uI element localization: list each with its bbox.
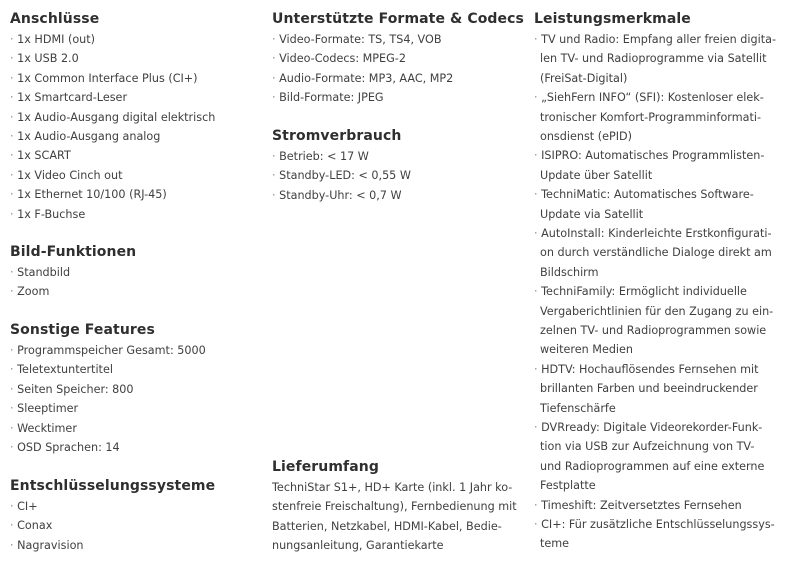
- list-item: · Video-Formate: TS, TS4, VOB: [272, 30, 524, 49]
- list-item: · Standby-Uhr: < 0,7 W: [272, 186, 411, 205]
- text-line: Batterien, Netzkabel, HDMI-Kabel, Bedie-: [272, 519, 502, 533]
- section-title-stromverbrauch: Stromverbrauch: [272, 128, 402, 144]
- list-bild-funktionen: [10, 263, 136, 302]
- list-item: · Standbild: [10, 263, 136, 282]
- list-item: · Teletextuntertitel: [10, 360, 206, 379]
- list-item: · Sleeptimer: [10, 399, 206, 418]
- list-item: · 1x Audio-Ausgang analog: [10, 127, 215, 146]
- list-formate-codecs: [272, 30, 524, 108]
- list-item: · 1x Smartcard-Leser: [10, 88, 215, 107]
- section-title-anschluesse: Anschlüsse: [10, 11, 100, 27]
- list-item: · Programmspeicher Gesamt: 5000: [10, 341, 206, 360]
- list-item: · Seiten Speicher: 800: [10, 380, 206, 399]
- list-item: · Video-Codecs: MPEG-2: [272, 49, 524, 68]
- section-title-leistungsmerkmale: Leistungsmerkmale: [534, 11, 691, 27]
- section-title-lieferumfang: Lieferumfang: [272, 459, 379, 475]
- list-item: · „SiehFern INFO“ (SFI): Kostenloser elek- tronischer Komfort-Programminformati- onsdienst (ePID): [534, 88, 776, 146]
- list-item: · Wecktimer: [10, 419, 206, 438]
- list-item: · 1x SCART: [10, 146, 215, 165]
- list-item: · DVRready: Digitale Videorekorder-Funk- tion via USB zur Aufzeichnung von TV- und Radioprogrammen auf eine externe Festplatte: [534, 418, 776, 496]
- list-item: · Zoom: [10, 282, 136, 301]
- list-anschluesse: [10, 30, 215, 224]
- list-item: · 1x HDMI (out): [10, 30, 215, 49]
- list-entschluesselung: [10, 497, 215, 555]
- list-item: · Bild-Formate: JPEG: [272, 88, 524, 107]
- list-item: · ISIPRO: Automatisches Programmlisten- Update über Satellit: [534, 146, 776, 185]
- list-item: · 1x Audio-Ausgang digital elektrisch: [10, 108, 215, 127]
- list-item: · CI+: [10, 497, 215, 516]
- section-bild-funktionen: [10, 242, 136, 302]
- list-item: · OSD Sprachen: 14: [10, 438, 206, 457]
- list-item: · CI+: Für zusätzliche Entschlüsselungssys- teme: [534, 515, 776, 554]
- list-item: · Audio-Formate: MP3, AAC, MP2: [272, 69, 524, 88]
- text-line: stenfreie Freischaltung), Fernbedienung mit: [272, 500, 517, 514]
- list-item: · 1x USB 2.0: [10, 49, 215, 68]
- section-formate-codecs: [272, 9, 524, 108]
- list-item: · Timeshift: Zeitversetztes Fernsehen: [534, 496, 776, 515]
- section-lieferumfang: [272, 457, 517, 556]
- section-stromverbrauch: [272, 126, 411, 205]
- list-item: · TechniFamily: Ermöglicht individuelle Vergaberichtlinien für den Zugang zu ein- zelnen TV- und Radioprogrammen sowie weiteren Medien: [534, 282, 776, 360]
- list-item: · TechniMatic: Automatisches Software- Update via Satellit: [534, 185, 776, 224]
- section-title-sonstige-features: Sonstige Features: [10, 322, 155, 338]
- list-leistungsmerkmale: [534, 30, 776, 554]
- list-item: · Betrieb: < 17 W: [272, 147, 411, 166]
- section-title-bild-funktionen: Bild-Funktionen: [10, 244, 137, 260]
- section-leistungsmerkmale: [534, 9, 776, 554]
- section-anschluesse: [10, 9, 215, 224]
- list-item: · 1x Ethernet 10/100 (RJ-45): [10, 185, 215, 204]
- section-sonstige-features: [10, 320, 206, 457]
- section-title-entschluesselung: Entschlüsselungssysteme: [10, 478, 216, 494]
- list-item: · 1x Common Interface Plus (CI+): [10, 69, 215, 88]
- list-item: · Standby-LED: < 0,55 W: [272, 166, 411, 185]
- list-item: · Nagravision: [10, 536, 215, 555]
- list-item: · TV und Radio: Empfang aller freien digita- len TV- und Radioprogramme via Satellit (FreiSat-Digital): [534, 30, 776, 88]
- lieferumfang-text: [272, 478, 517, 556]
- list-item: · HDTV: Hochauflösendes Fernsehen mit brillanten Farben und beeindruckender Tiefenschärfe: [534, 360, 776, 418]
- list-stromverbrauch: [272, 147, 411, 205]
- list-item: · Conax: [10, 516, 215, 535]
- text-line: TechniStar S1+, HD+ Karte (inkl. 1 Jahr ko-: [272, 481, 513, 494]
- list-item: · 1x F-Buchse: [10, 205, 215, 224]
- section-entschluesselung: [10, 476, 215, 555]
- text-line: nungsanleitung, Garantiekarte: [272, 539, 444, 553]
- list-item: · 1x Video Cinch out: [10, 166, 215, 185]
- list-item: · AutoInstall: Kinderleichte Erstkonfigurati- on durch verständliche Dialoge direkt am Bildschirm: [534, 224, 776, 282]
- section-title-formate-codecs: Unterstützte Formate & Codecs: [272, 11, 524, 27]
- list-sonstige-features: [10, 341, 206, 457]
